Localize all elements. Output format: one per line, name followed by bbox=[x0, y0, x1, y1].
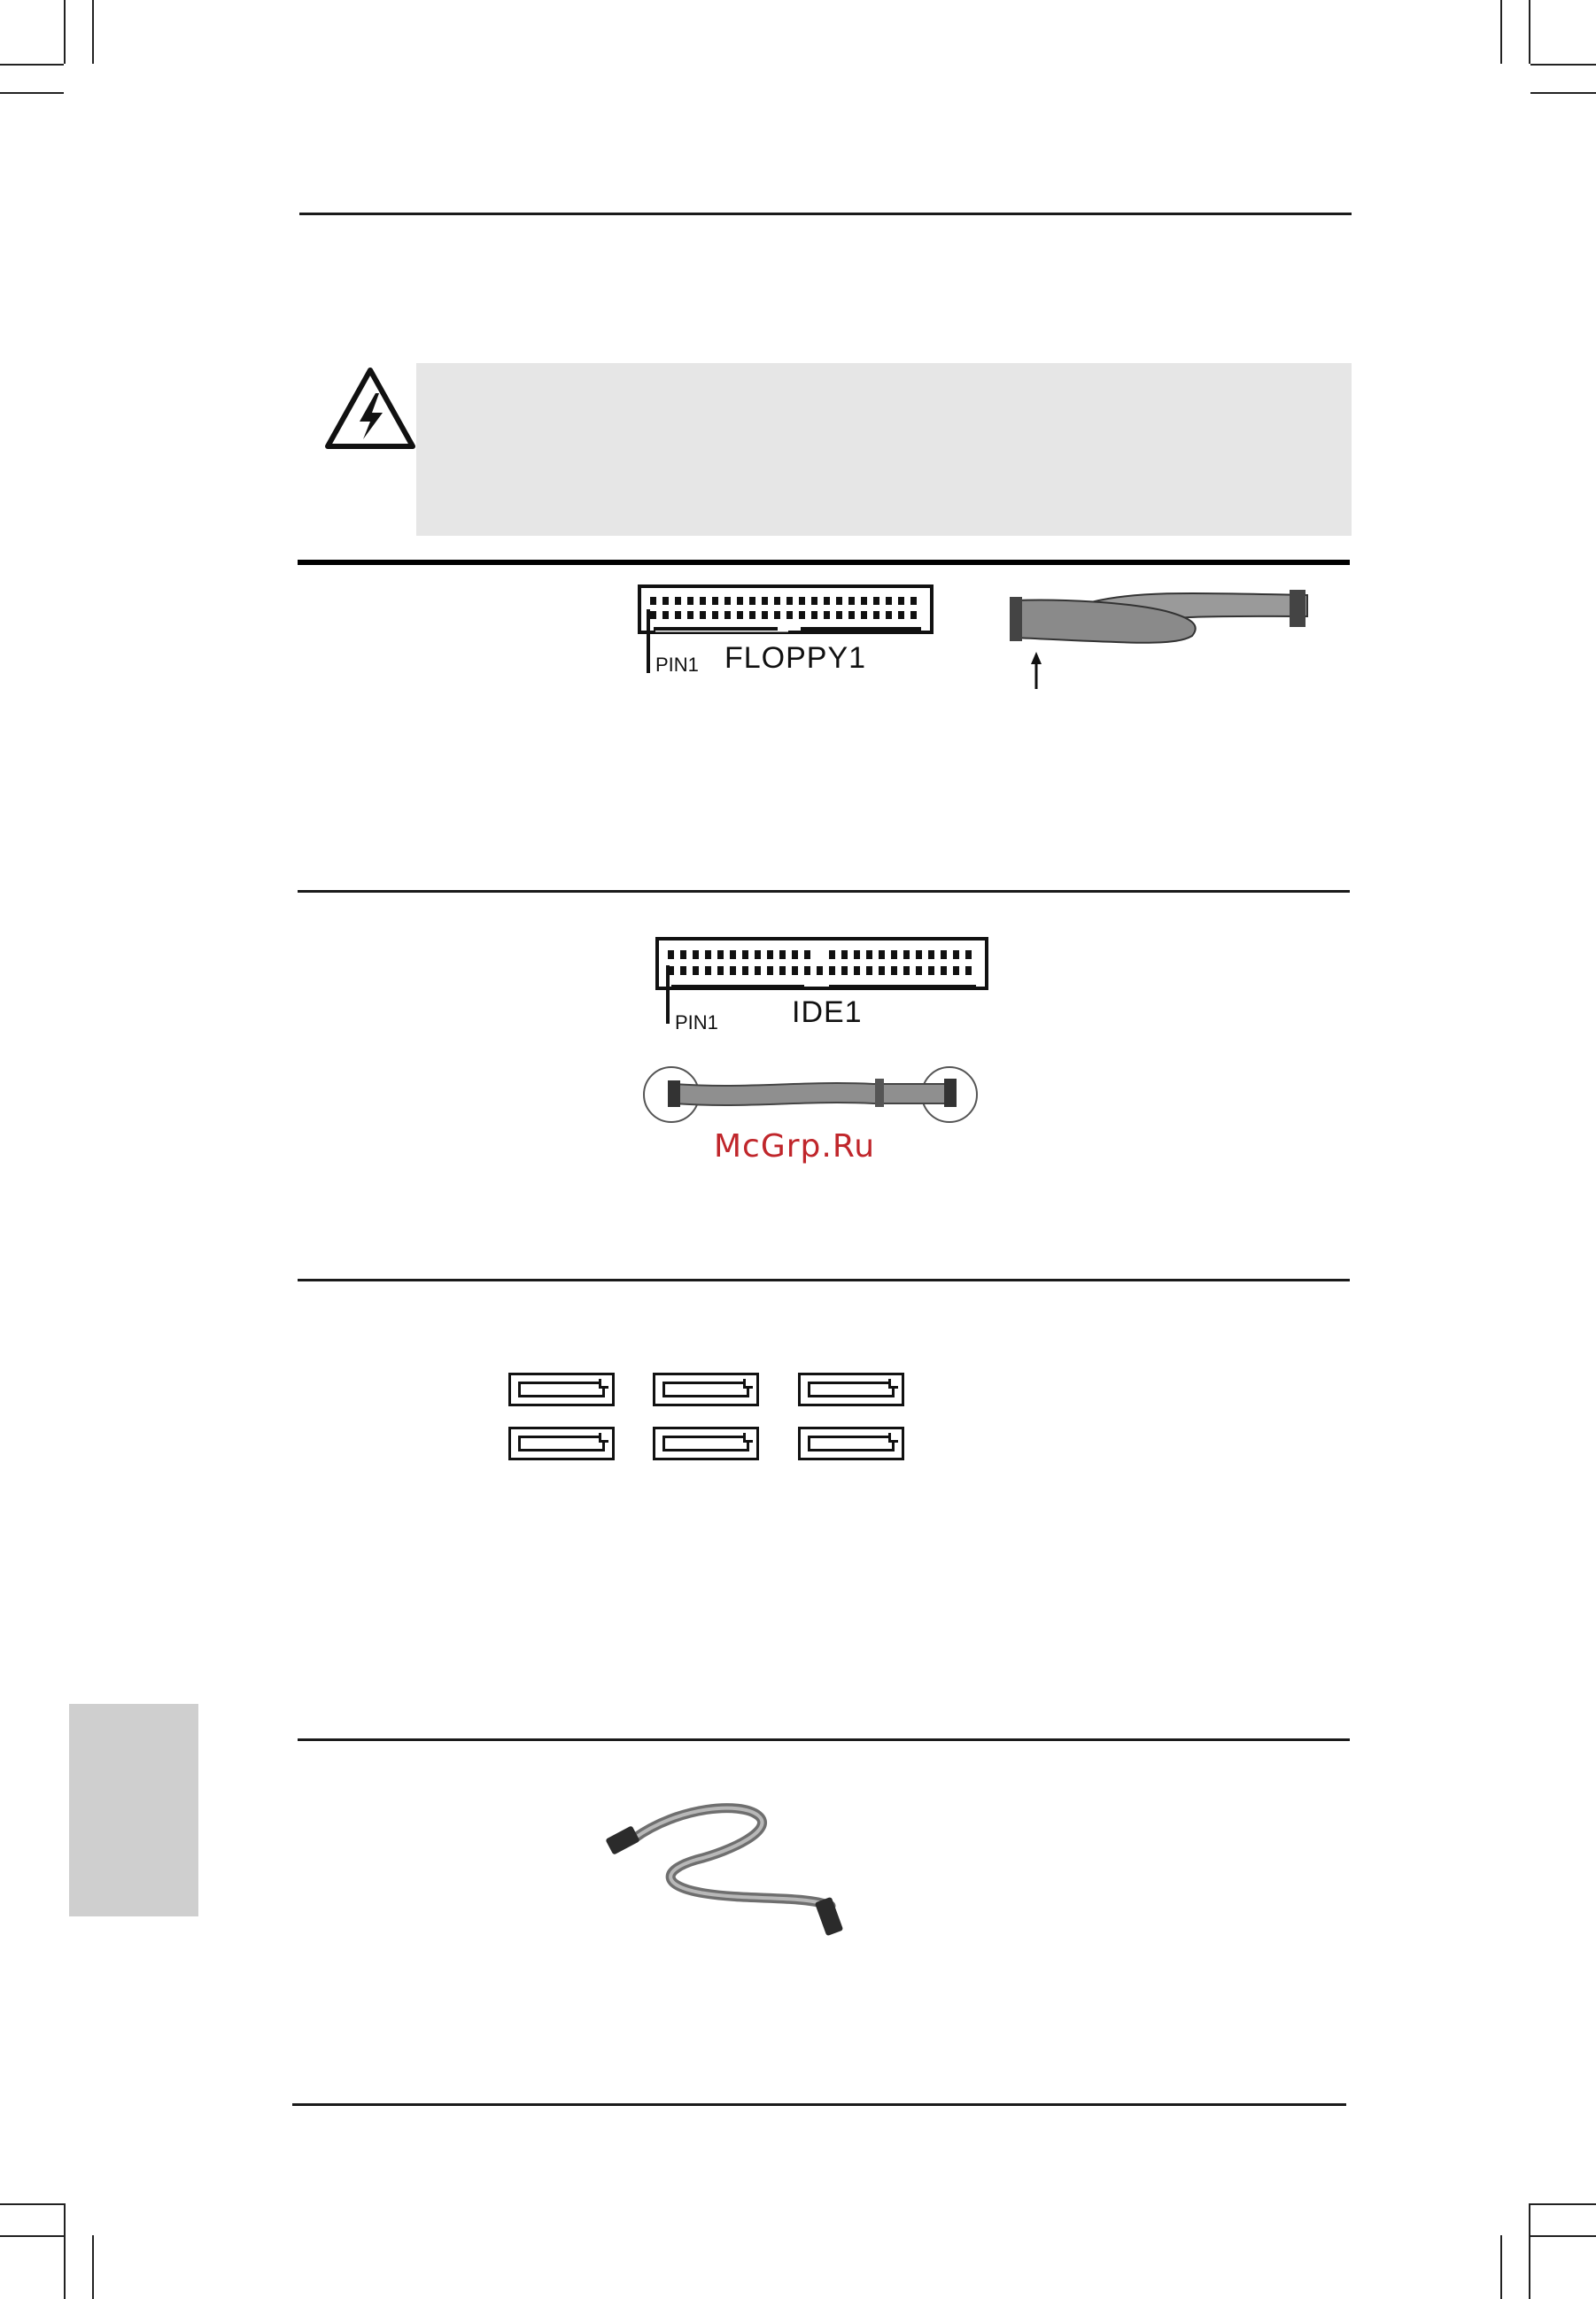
ide-connector-diagram bbox=[655, 937, 990, 994]
sata-connector bbox=[653, 1373, 759, 1406]
side-tab bbox=[69, 1704, 198, 1916]
sata-connector bbox=[508, 1427, 615, 1460]
sata-connector bbox=[798, 1373, 904, 1406]
ide-connector-label: IDE1 bbox=[792, 995, 863, 1029]
header-rule bbox=[299, 213, 1352, 215]
section-rule-ide bbox=[298, 890, 1350, 893]
floppy-connector-label: FLOPPY1 bbox=[724, 641, 867, 675]
warning-note-box bbox=[416, 363, 1352, 536]
floppy-pin1-marker bbox=[647, 609, 650, 673]
section-rule-thick bbox=[298, 560, 1350, 565]
sata-connector bbox=[798, 1427, 904, 1460]
ide-pin1-label: PIN1 bbox=[675, 1011, 718, 1033]
sata-cable-icon bbox=[599, 1789, 864, 1939]
section-rule-sata bbox=[298, 1279, 1350, 1281]
sata-connector bbox=[508, 1373, 615, 1406]
ide-ribbon-cable-icon bbox=[643, 1059, 980, 1130]
floppy-pin1-label: PIN1 bbox=[655, 654, 699, 676]
footer-rule bbox=[292, 2103, 1346, 2106]
sata-connector bbox=[653, 1427, 759, 1460]
high-voltage-warning-icon bbox=[321, 363, 420, 455]
floppy-connector-diagram bbox=[638, 584, 935, 638]
watermark-text: McGrp.Ru bbox=[714, 1128, 876, 1165]
floppy-ribbon-cable-icon bbox=[1006, 581, 1316, 696]
section-rule-sata-cable bbox=[298, 1738, 1350, 1741]
ide-pin1-marker bbox=[666, 965, 670, 1024]
